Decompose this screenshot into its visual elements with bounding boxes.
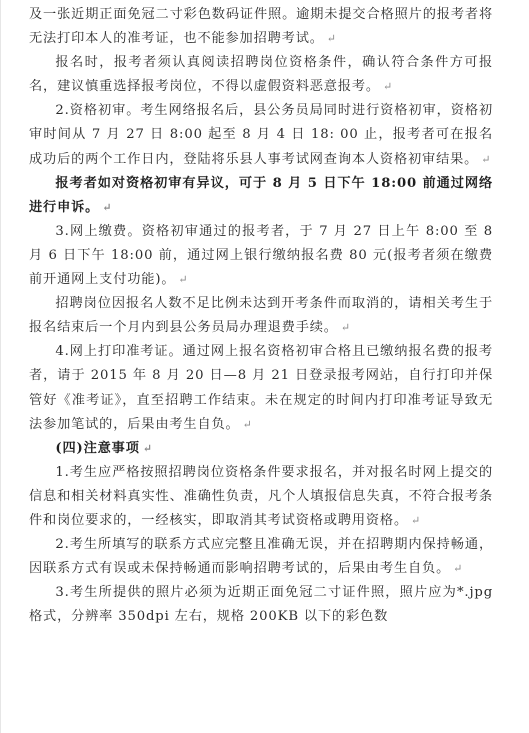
paragraph-mark-icon: ↵ — [242, 417, 252, 431]
section-heading-notes — [29, 437, 493, 461]
paragraph-text: 报考者如对资格初审有异议，可于 8 月 5 日下午 18:00 前通过网络进行申诉。 — [29, 175, 493, 215]
paragraph-online-payment — [29, 220, 493, 292]
paragraph-note-3 — [29, 581, 493, 629]
paragraph-text: 2.考生所填写的联系方式应完整且准确无误，并在招聘期内保持畅通，因联系方式有误或未保持畅通而影响招聘考试的，后果由考生自负。 — [29, 537, 493, 577]
paragraph-text: 招聘岗位因报名人数不足比例未达到开考条件而取消的，请相关考生于报名结束后一个月内到县公务员局办理退费手续。 — [29, 296, 493, 336]
paragraph-mark-icon: ↵ — [142, 441, 152, 455]
paragraph-mark-icon: ↵ — [453, 562, 463, 576]
paragraph-mark-icon: ↵ — [411, 513, 421, 527]
paragraph-text: 及一张近期正面免冠二寸彩色数码证件照。逾期未提交合格照片的报考者将无法打印本人的准考证，也不能参加招聘考试。 — [29, 7, 493, 47]
paragraph-mark-icon: ↵ — [382, 80, 393, 94]
paragraph-text: 1.考生应严格按照招聘岗位资格条件要求报名，并对报名时网上提交的信息和相关材料真实性、准确性负责，凡个人填报信息失真，不符合报考条件和岗位要求的，一经核实，即取消其考试资格或聘用资格。 — [29, 464, 493, 528]
paragraph-mark-icon: ↵ — [481, 152, 491, 166]
document-body — [29, 3, 493, 629]
paragraph-text: 3.考生所提供的照片必须为近期正面免冠二寸证件照，照片应为*.jpg 格式，分辨率 350dpi 左右，规格 200KB 以下的彩色数 — [29, 585, 493, 625]
paragraph-admission-ticket — [29, 340, 493, 436]
paragraph-mark-icon: ↵ — [326, 32, 337, 46]
section-heading-text: (四)注意事项 — [55, 440, 140, 456]
paragraph-mark-icon: ↵ — [102, 200, 112, 214]
paragraph-appeal-notice — [29, 172, 493, 220]
paragraph-refund — [29, 292, 493, 340]
paragraph-text: 报名时，报考者须认真阅读招聘岗位资格条件，确认符合条件方可报名，建议慎重选择报考岗位，不得以虚假资料恶意报考。 — [29, 55, 493, 95]
paragraph-mark-icon: ↵ — [178, 273, 188, 287]
paragraph-registration-note — [29, 51, 493, 99]
paragraph-text: 4.网上打印准考证。通过网上报名资格初审合格且已缴纳报名费的报考者，请于 2015 年 8 月 20 日—8 月 21 日登录报考网站，自行打印并保管好《准考证》，直至招聘工作结束。未在规定的时间内打印准考证导致无法参加笔试的，后果由考生自负。 — [29, 344, 493, 432]
paragraph-note-1 — [29, 461, 493, 533]
paragraph-text: 3.网上缴费。资格初审通过的报考者，于 7 月 27 日上午 8:00 至 8 月 6 日下午 18:00 前，通过网上银行缴纳报名费 80 元(报考者须在缴费前开通网上支付功能)。 — [29, 223, 493, 288]
paragraph-mark-icon: ↵ — [340, 321, 351, 335]
paragraph-qualification-review — [29, 99, 493, 171]
paragraph-note-2 — [29, 533, 493, 581]
paragraph-photo-requirement — [29, 3, 493, 51]
page-left-border — [0, 0, 1, 733]
paragraph-text: 2.资格初审。考生网络报名后，县公务员局同时进行资格初审，资格初审时间从 7 月 27 日 8:00 起至 8 月 4 日 18: 00 止，报考者可在报名成功后的两个工作日内，登陆将乐县人事考试网查询本人资格初审结果。 — [29, 103, 493, 167]
